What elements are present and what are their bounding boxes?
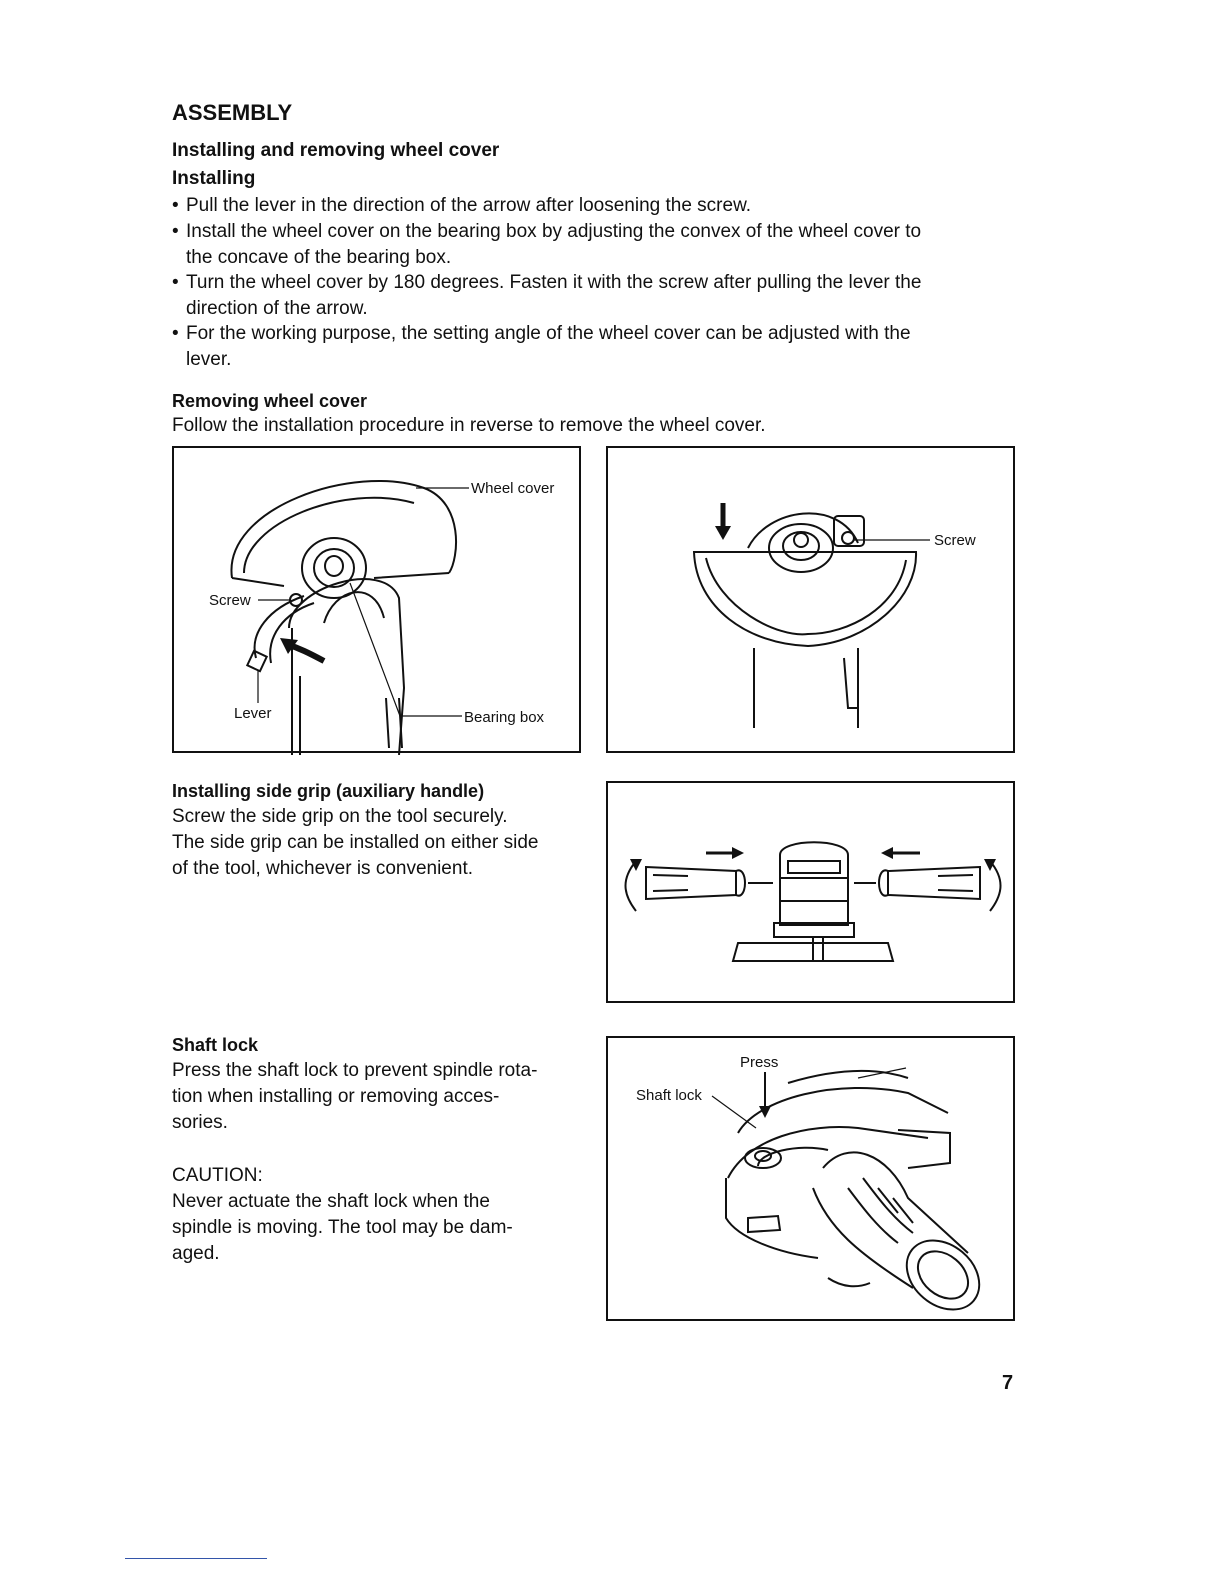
removing-text: Follow the installation procedure in reverse to remove the wheel cover. [172,415,766,436]
removing-title: Removing wheel cover [172,391,368,411]
side-grip-title: Installing side grip (auxiliary handle) [172,781,485,801]
label-wheel-cover: Wheel cover [471,480,555,497]
label-lever: Lever [234,705,272,722]
caution-line: Never actuate the shaft lock when the [172,1191,490,1212]
side-grip-line: of the tool, whichever is convenient. [172,858,474,879]
caution-title: CAUTION: [172,1165,263,1186]
figure-side-grip [606,781,1015,1003]
bullet-item: • For the working purpose, the setting angle of the wheel cover can be adjusted with the lever. [172,321,1022,373]
side-grip-text [172,804,582,882]
bullet-item: • Pull the lever in the direction of the arrow after loosening the screw. [172,193,1022,219]
bullet-item: • Install the wheel cover on the bearing box by adjusting the convex of the wheel cover to the concave of the bearing box. [172,219,1022,271]
figure-shaft-lock [606,1036,1015,1321]
figure-wheel-cover-turned [606,446,1015,753]
caution-line: spindle is moving. The tool may be dam- [172,1217,513,1238]
caution-text [172,1189,582,1267]
page-number: 7 [1002,1372,1014,1394]
shaft-lock-illustration [608,1038,1017,1323]
label-press: Press [740,1054,779,1071]
shaft-lock-title: Shaft lock [172,1035,259,1055]
label-screw: Screw [209,592,251,609]
label-shaft-lock: Shaft lock [636,1087,702,1104]
shaft-lock-line: tion when installing or removing acces- [172,1086,500,1107]
wheel-cover-title: Installing and removing wheel cover [172,140,500,161]
section-title: ASSEMBLY [172,100,293,125]
installing-title: Installing [172,168,256,189]
scan-artifact-line [125,1558,267,1559]
side-grip-line: The side grip can be installed on either side [172,832,539,853]
bullet-line: Install the wheel cover on the bearing box by adjusting the convex of the wheel cover to [186,221,922,242]
caution-line: aged. [172,1243,220,1264]
bullet-line: For the working purpose, the setting angle of the wheel cover can be adjusted with the [186,323,911,344]
bullet-line-cont: the concave of the bearing box. [186,247,452,268]
side-grip-line: Screw the side grip on the tool securely. [172,806,508,827]
shaft-lock-line: sories. [172,1112,228,1133]
shaft-lock-text [172,1058,582,1136]
wheel-cover-illustration [174,448,583,755]
figure-wheel-cover [172,446,581,753]
wheel-cover-turned-illustration [608,448,1017,755]
bullet-line-cont: lever. [186,349,232,370]
bullet-line: Turn the wheel cover by 180 degrees. Fasten it with the screw after pulling the lever the [186,272,922,293]
bullet-line: Pull the lever in the direction of the arrow after loosening the screw. [186,195,752,216]
shaft-lock-line: Press the shaft lock to prevent spindle rota- [172,1060,538,1081]
side-grip-illustration [608,783,1017,1005]
bullet-line-cont: direction of the arrow. [186,298,368,319]
label-bearing-box: Bearing box [464,709,545,726]
label-screw: Screw [934,532,976,549]
bullet-item: • Turn the wheel cover by 180 degrees. Fasten it with the screw after pulling the lever the direction of the arrow. [172,270,1022,322]
